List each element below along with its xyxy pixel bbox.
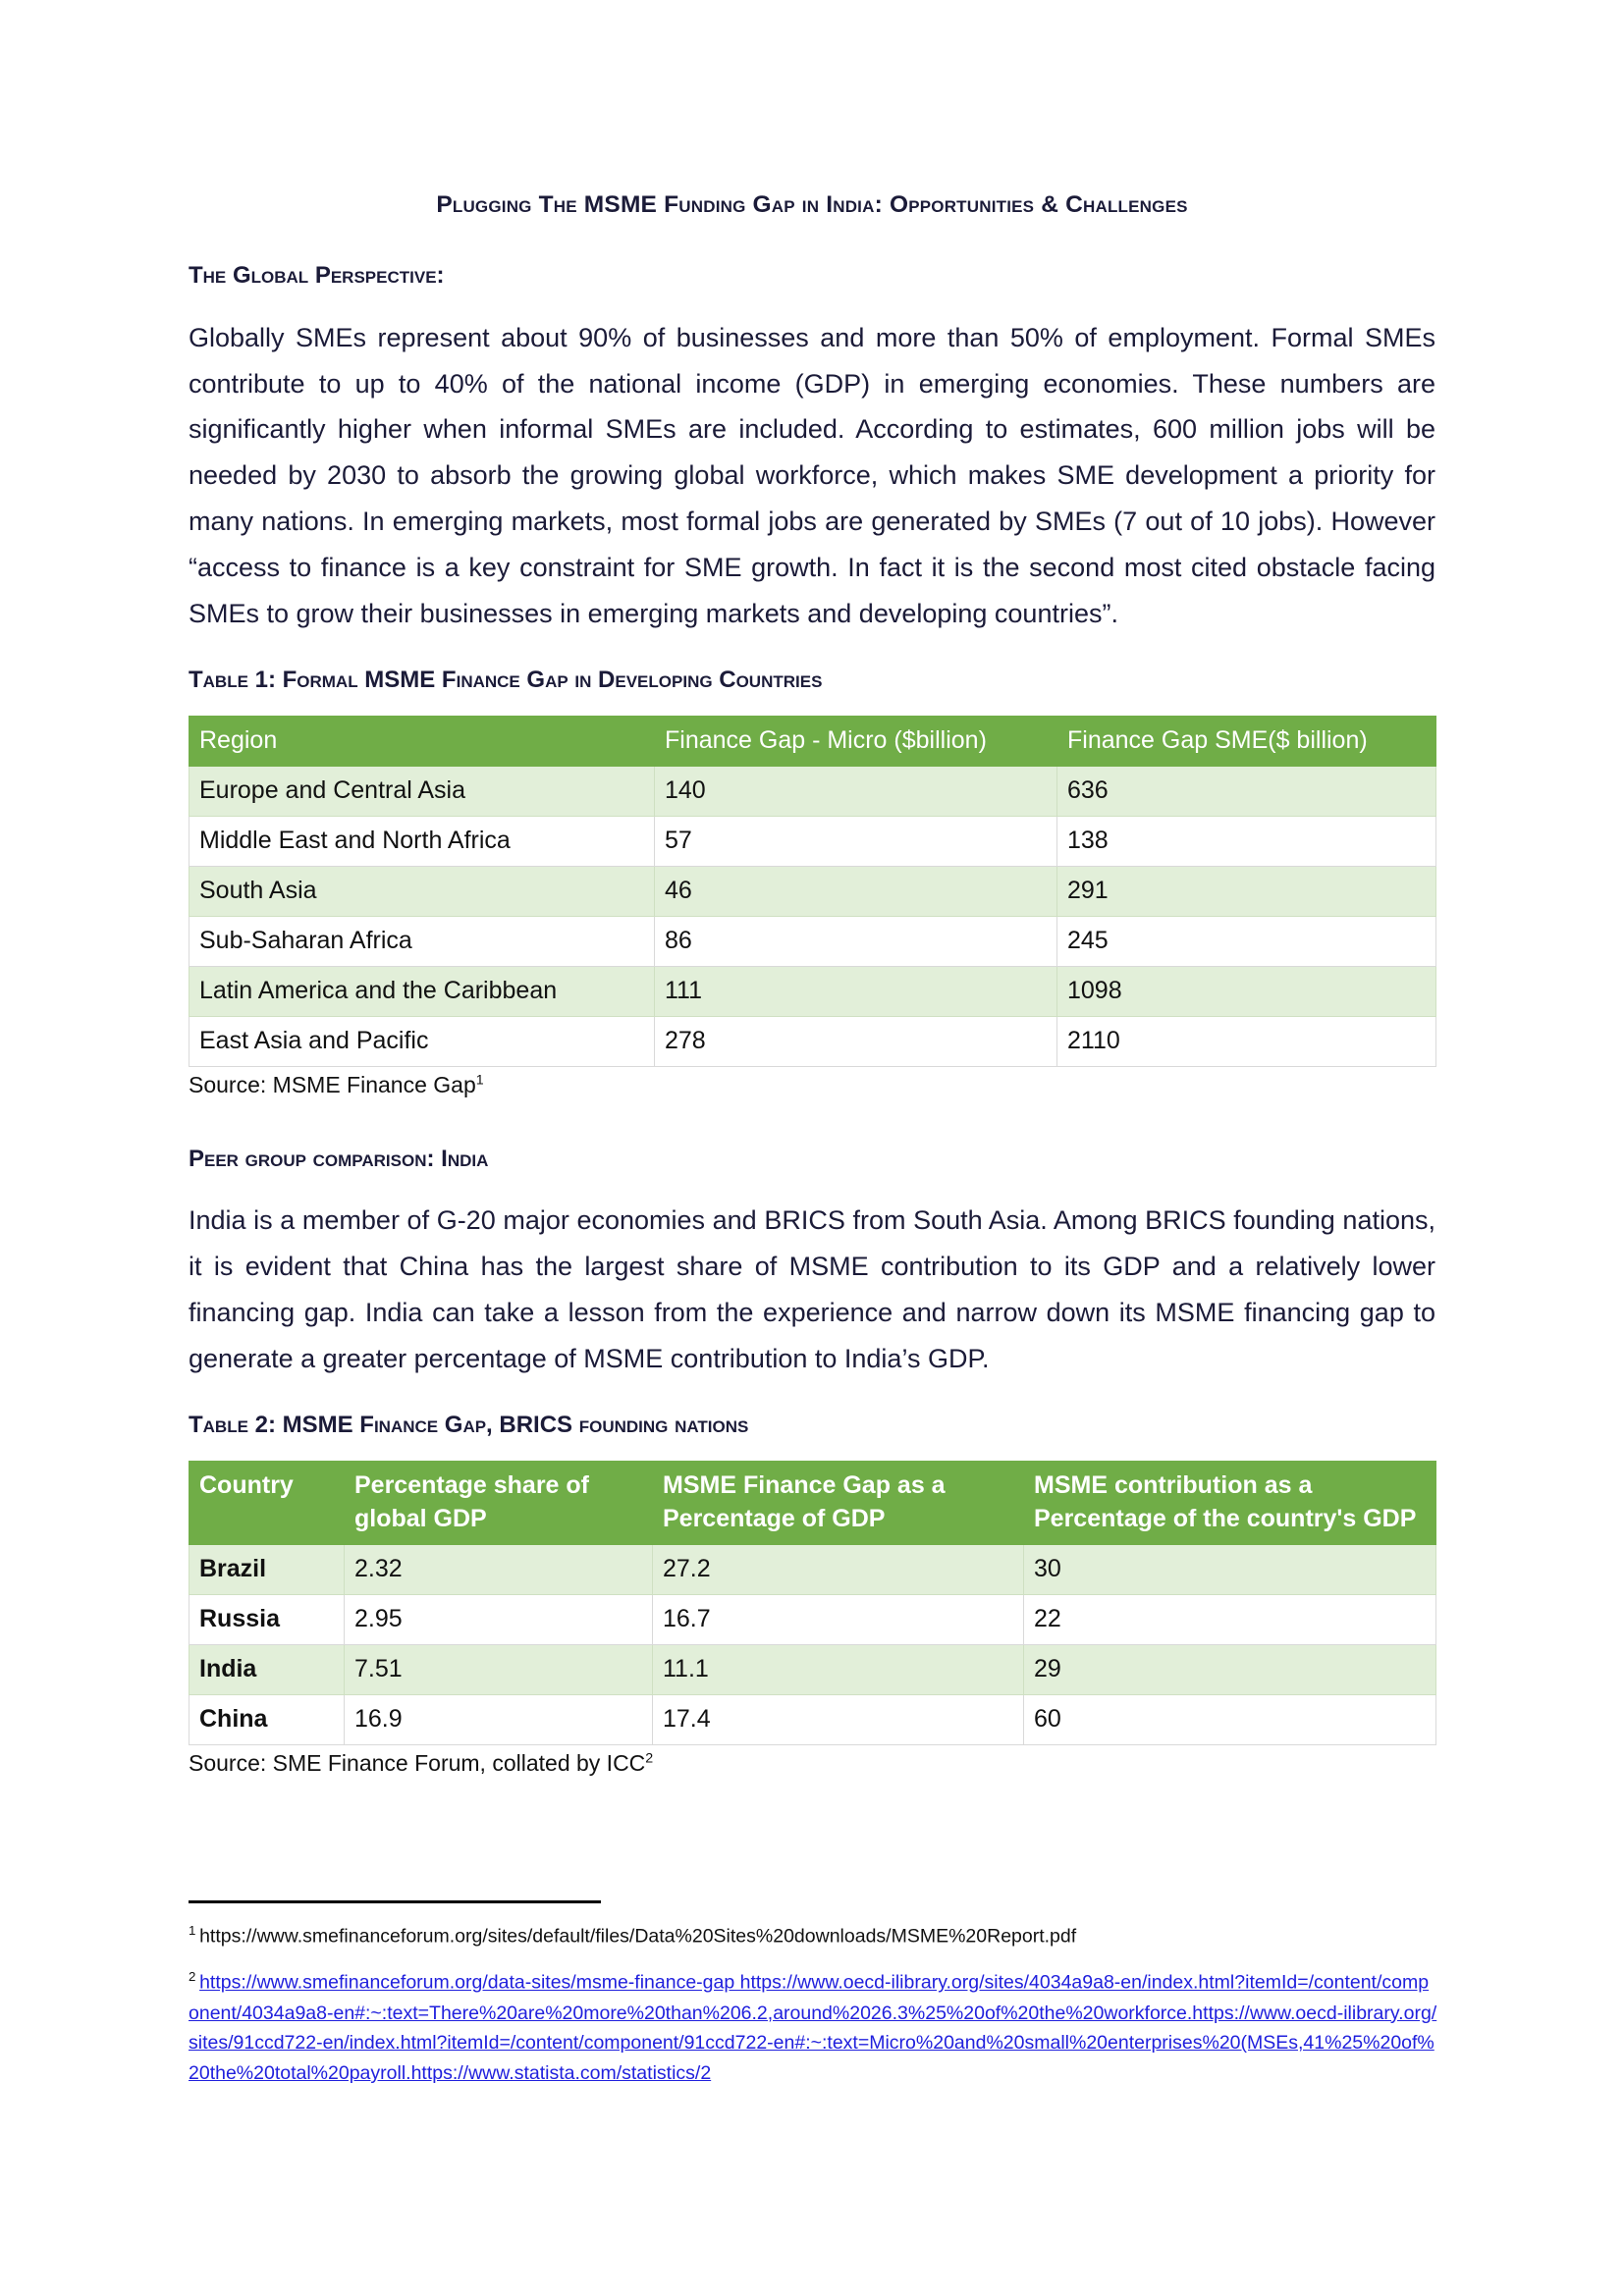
table1-source xyxy=(189,1071,1435,1100)
paragraph-peer-group: India is a member of G-20 major economies and BRICS from South Asia. Among BRICS founding nations, it is evident that China has the largest share of MSME contribution to its GDP and a relatively lower financing gap. India can take a lesson from the experience and narrow down its MSME financing gap to generate a greater percentage of MSME contribution to India’s GDP. xyxy=(189,1205,1435,1374)
table-cell: 2.95 xyxy=(345,1594,653,1644)
table1-header-cell: Finance Gap SME($ billion) xyxy=(1057,716,1436,766)
table-cell: 17.4 xyxy=(653,1694,1024,1744)
table2-header-row xyxy=(189,1461,1436,1544)
table-row xyxy=(189,966,1436,1016)
section-heading-peer-group: Peer group comparison: India xyxy=(189,1145,489,1172)
table-cell: 636 xyxy=(1057,766,1436,816)
footnote-marker: 2 xyxy=(189,1969,200,1985)
table-cell: 245 xyxy=(1057,916,1436,966)
document-content xyxy=(189,192,1435,1779)
table1-header-row xyxy=(189,716,1436,766)
table-cell: 291 xyxy=(1057,866,1436,916)
table2-header-cell: Percentage share of global GDP xyxy=(345,1461,653,1544)
table-row xyxy=(189,916,1436,966)
page-title: Plugging The MSME Funding Gap in India: Opportunities & Challenges xyxy=(436,191,1188,218)
footnote-text: https://www.smefinanceforum.org/sites/default/files/Data%20Sites%20downloads/MSME%20Report.pdf xyxy=(199,1925,1077,1948)
footnotes-area xyxy=(189,1900,1437,2105)
table1-caption: Table 1: Formal MSME Finance Gap in Developing Countries xyxy=(189,667,823,694)
table-cell: 278 xyxy=(655,1016,1057,1066)
table-cell: 1098 xyxy=(1057,966,1436,1016)
table-cell: 7.51 xyxy=(345,1644,653,1694)
section-heading-global-perspective: The Global Perspective: xyxy=(189,261,445,289)
table1-body xyxy=(189,766,1436,1066)
table-cell: 2.32 xyxy=(345,1544,653,1594)
table2-header-cell: MSME Finance Gap as a Percentage of GDP xyxy=(653,1461,1024,1544)
footnote-item xyxy=(189,1967,1437,2089)
footnote-item xyxy=(189,1921,1437,1951)
table-cell: 29 xyxy=(1024,1644,1436,1694)
table-formal-msme-finance-gap xyxy=(189,716,1436,1067)
table-cell: 138 xyxy=(1057,816,1436,866)
table-cell: 140 xyxy=(655,766,1057,816)
table-row xyxy=(189,1016,1436,1066)
table-row xyxy=(189,866,1436,916)
table-cell: India xyxy=(189,1644,345,1694)
paragraph-global-perspective: Globally SMEs represent about 90% of businesses and more than 50% of employment. Formal SMEs contribute to up to 40% of the national income (GDP) in emerging economies. These numbers are significantly higher when informal SMEs are included. According to estimates, 600 million jobs will be needed by 2030 to absorb the growing global workforce, which makes SME development a priority for many nations. In emerging markets, most formal jobs are generated by SMEs (7 out of 10 jobs). However “access to finance is a key constraint for SME growth. In fact it is the second most cited obstacle facing SMEs to grow their businesses in emerging markets and developing countries”. xyxy=(189,322,1435,629)
table-cell: 30 xyxy=(1024,1544,1436,1594)
table2-header-cell: Country xyxy=(189,1461,345,1544)
table-row xyxy=(189,1694,1436,1744)
table-cell: East Asia and Pacific xyxy=(189,1016,655,1066)
table-cell: Russia xyxy=(189,1594,345,1644)
table-row xyxy=(189,816,1436,866)
footnote-separator-rule xyxy=(189,1900,601,1903)
table-cell: Latin America and the Caribbean xyxy=(189,966,655,1016)
table1-source-text: Source: MSME Finance Gap xyxy=(189,1071,476,1097)
table1-header-cell: Region xyxy=(189,716,655,766)
table-row xyxy=(189,1594,1436,1644)
table1-source-footnote-marker: 1 xyxy=(475,1072,484,1089)
table-msme-finance-gap-brics xyxy=(189,1461,1436,1745)
table1-header-cell: Finance Gap - Micro ($billion) xyxy=(655,716,1057,766)
footnote-list xyxy=(189,1921,1437,2089)
table2-source xyxy=(189,1749,1435,1779)
table-cell: Sub-Saharan Africa xyxy=(189,916,655,966)
table-cell: 46 xyxy=(655,866,1057,916)
table2-body xyxy=(189,1544,1436,1744)
table-cell: 22 xyxy=(1024,1594,1436,1644)
table-cell: China xyxy=(189,1694,345,1744)
table-row xyxy=(189,1644,1436,1694)
table-cell: South Asia xyxy=(189,866,655,916)
table-cell: 2110 xyxy=(1057,1016,1436,1066)
table-row xyxy=(189,1544,1436,1594)
table-row xyxy=(189,766,1436,816)
footnote-marker: 1 xyxy=(189,1923,200,1938)
table-cell: 16.9 xyxy=(345,1694,653,1744)
table-cell: 86 xyxy=(655,916,1057,966)
table2-caption: Table 2: MSME Finance Gap, BRICS founding nations xyxy=(189,1412,749,1439)
table-cell: Middle East and North Africa xyxy=(189,816,655,866)
footnote-link[interactable]: https://www.smefinanceforum.org/data-sites/msme-finance-gap https://www.oecd-ilibrary.org/sites/4034a9a8-en/index.html?itemId=/content/component/4034a9a8-en#:~:text=There%20are%20more%20than%206.2,around%2026.3%25%20of%20the%20workforce.https://www.oecd-ilibrary.org/sites/91ccd722-en/index.html?itemId=/content/component/91ccd722-en#:~:text=Micro%20and%20small%20enterprises%20(MSEs,41%25%20of%20the%20total%20payroll.https://www.statista.com/statistics/2 xyxy=(189,1971,1437,2085)
table-cell: 16.7 xyxy=(653,1594,1024,1644)
table2-source-text: Source: SME Finance Forum, collated by ICC xyxy=(189,1749,646,1776)
table-cell: 27.2 xyxy=(653,1544,1024,1594)
table-cell: 111 xyxy=(655,966,1057,1016)
table-cell: Brazil xyxy=(189,1544,345,1594)
table-cell: 11.1 xyxy=(653,1644,1024,1694)
table2-header-cell: MSME contribution as a Percentage of the country's GDP xyxy=(1024,1461,1436,1544)
table-cell: 57 xyxy=(655,816,1057,866)
table2-source-footnote-marker: 2 xyxy=(645,1750,654,1767)
table-cell: Europe and Central Asia xyxy=(189,766,655,816)
table-cell: 60 xyxy=(1024,1694,1436,1744)
